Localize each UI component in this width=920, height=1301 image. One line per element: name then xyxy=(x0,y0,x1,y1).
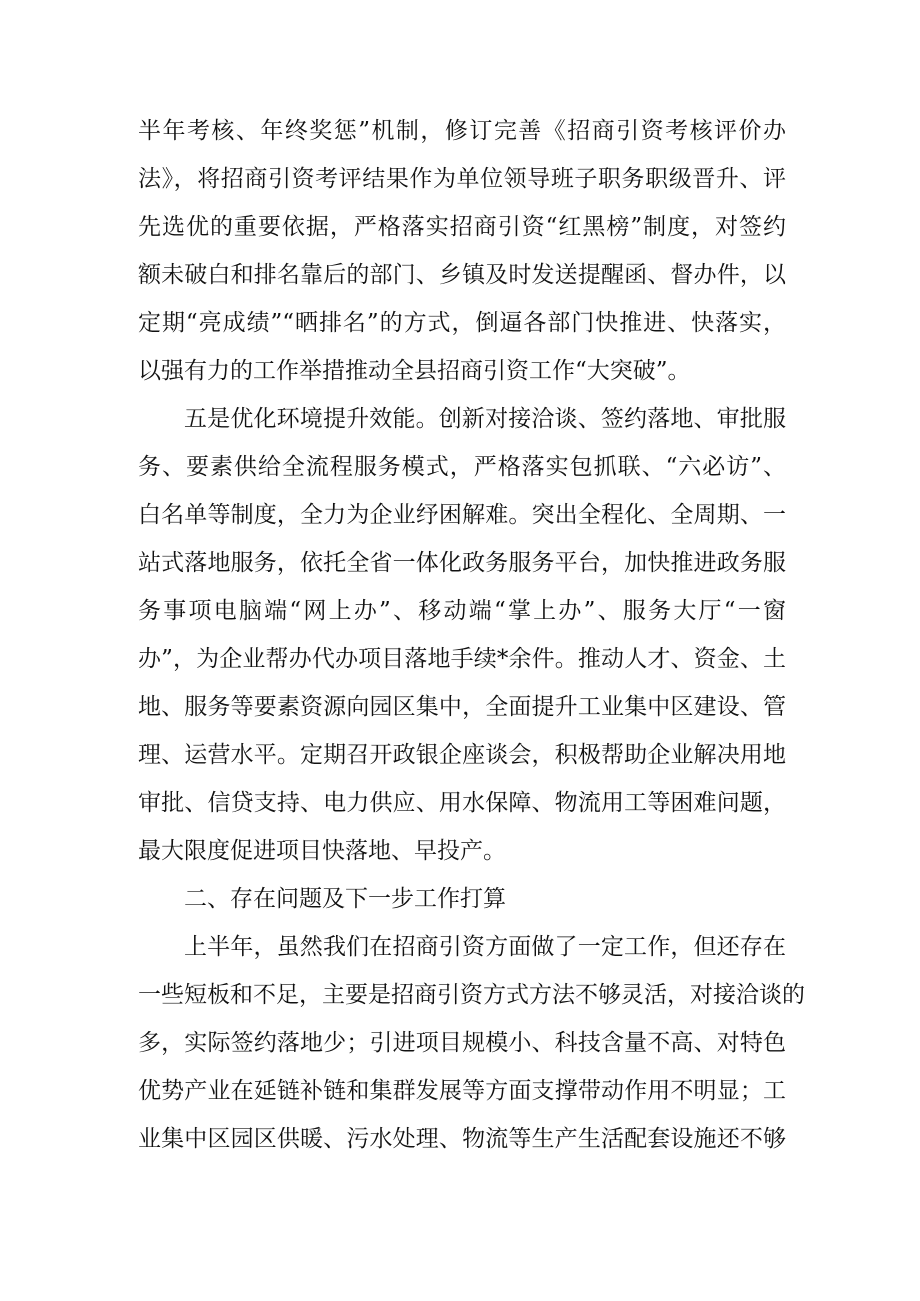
text-line: 审批、信贷支持、电力供应、用水保障、物流用工等困难问题， xyxy=(138,790,786,816)
text-line: 法》，将招商引资考评结果作为单位领导班子职务职级晋升、评 xyxy=(138,166,786,192)
text-line: 地、服务等要素资源向园区集中，全面提升工业集中区建设、管 xyxy=(138,694,786,720)
text-line: 以强有力的工作举措推动全县招商引资工作“大突破”。 xyxy=(138,358,691,384)
paragraph-existing-problems xyxy=(138,923,805,1163)
text-line: 额未破白和排名靠后的部门、乡镇及时发送提醒函、督办件，以 xyxy=(138,262,786,288)
section-heading: 二、存在问题及下一步工作打算 xyxy=(184,886,506,912)
paragraph-optimize-environment xyxy=(138,395,786,875)
text-line: 半年考核、年终奖惩”机制，修订完善《招商引资考核评价办 xyxy=(138,118,786,144)
text-line: 多，实际签约落地少；引进项目规模小、科技含量不高、对特色 xyxy=(138,1030,786,1056)
text-line: 办”，为企业帮办代办项目落地手续*余件。推动人才、资金、土 xyxy=(138,646,786,672)
text-line: 先选优的重要依据，严格落实招商引资“红黑榜”制度，对签约 xyxy=(138,214,786,240)
text-line: 一些短板和不足，主要是招商引资方式方法不够灵活，对接洽谈的 xyxy=(138,982,805,1008)
text-line: 上半年，虽然我们在招商引资方面做了一定工作，但还存在 xyxy=(184,934,786,960)
section-heading-problems xyxy=(138,875,786,923)
text-line: 定期“亮成绩”“晒排名”的方式，倒逼各部门快推进、快落实， xyxy=(138,310,786,336)
text-line: 理、运营水平。定期召开政银企座谈会，积极帮助企业解决用地 xyxy=(138,742,786,768)
text-line: 务、要素供给全流程服务模式，严格落实包抓联、“六必访”、 xyxy=(138,454,786,480)
text-line: 五是优化环境提升效能。创新对接洽谈、签约落地、审批服 xyxy=(184,406,786,432)
text-line: 业集中区园区供暖、污水处理、物流等生产生活配套设施还不够 xyxy=(138,1126,786,1152)
text-line: 务事项电脑端“网上办”、移动端“掌上办”、服务大厅“一窗 xyxy=(138,598,786,624)
text-line: 优势产业在延链补链和集群发展等方面支撑带动作用不明显；工 xyxy=(138,1078,786,1104)
paragraph-assessment-mechanism xyxy=(138,107,786,395)
text-line: 最大限度促进项目快落地、早投产。 xyxy=(138,838,506,864)
text-line: 白名单等制度，全力为企业纾困解难。突出全程化、全周期、一 xyxy=(138,502,786,528)
text-line: 站式落地服务，依托全省一体化政务服务平台，加快推进政务服 xyxy=(138,550,786,576)
